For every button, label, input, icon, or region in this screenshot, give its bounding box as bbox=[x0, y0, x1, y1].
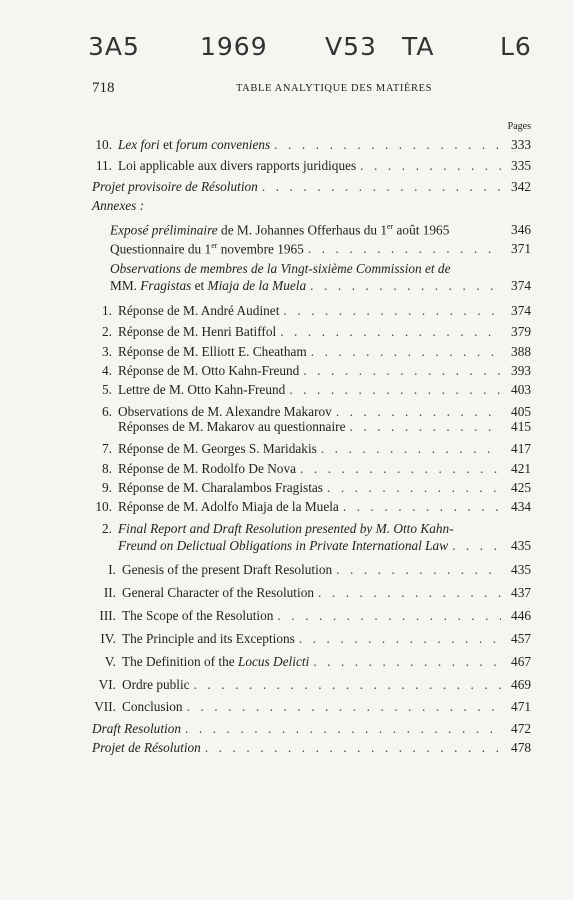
toc-text: 6. bbox=[102, 404, 112, 419]
toc-text: 342 bbox=[511, 179, 531, 194]
toc-text: 437 bbox=[511, 585, 531, 600]
toc-text: VII. bbox=[94, 699, 116, 714]
toc-text: IV. bbox=[100, 631, 116, 646]
handwritten-note: 3A5 bbox=[88, 32, 140, 61]
leader-dots bbox=[205, 739, 501, 756]
toc-text: 434 bbox=[511, 499, 531, 514]
running-head: TABLE ANALYTIQUE DES MATIÈRES bbox=[236, 83, 433, 94]
toc-entry bbox=[88, 561, 531, 578]
leader-dots bbox=[299, 630, 501, 647]
toc-text: 405 bbox=[511, 404, 531, 419]
toc-text: Réponses de M. Makarov au questionnaire bbox=[118, 419, 346, 434]
toc-text: Freund on Delictual Obligations in Private International Law bbox=[118, 538, 449, 553]
toc-entry bbox=[110, 218, 531, 238]
toc-text: Réponse de M. Elliott E. Cheatham bbox=[118, 344, 307, 359]
toc-text: 3. bbox=[102, 344, 112, 359]
toc-entry-line bbox=[110, 260, 531, 277]
leader-dots bbox=[303, 362, 501, 379]
leader-dots bbox=[280, 323, 501, 340]
toc-text: 2. bbox=[102, 324, 112, 339]
toc-text: Final Report and Draft Resolution presented by M. Otto Kahn- bbox=[118, 521, 454, 536]
toc-text: Ordre public bbox=[122, 677, 190, 692]
leader-dots bbox=[336, 561, 501, 578]
toc-text: 393 bbox=[511, 363, 531, 378]
leader-dots bbox=[289, 381, 501, 398]
toc-text: Observations de M. Alexandre Makarov bbox=[118, 404, 332, 419]
toc-entry bbox=[92, 739, 531, 756]
toc-entry bbox=[88, 653, 531, 670]
toc-text: 1. bbox=[102, 303, 112, 318]
toc-text: Réponse de M. André Audinet bbox=[118, 303, 280, 318]
toc-text: Lex fori bbox=[118, 137, 160, 152]
toc-text: V. bbox=[104, 654, 116, 669]
toc-text: 435 bbox=[511, 562, 531, 577]
toc-text: I. bbox=[108, 562, 116, 577]
toc-entry bbox=[92, 343, 531, 360]
toc-text: 388 bbox=[511, 344, 531, 359]
toc-entry bbox=[110, 277, 531, 294]
toc-text: 8. bbox=[102, 461, 112, 476]
toc-entry bbox=[92, 498, 531, 515]
toc-text: 10. bbox=[95, 137, 112, 152]
toc-text: 333 bbox=[511, 137, 531, 152]
toc-text: 10. bbox=[95, 499, 112, 514]
toc-text: Questionnaire du 1 bbox=[110, 241, 212, 257]
toc-text: 472 bbox=[511, 721, 531, 736]
toc-text: 457 bbox=[511, 631, 531, 646]
toc-text: General Character of the Resolution bbox=[122, 585, 314, 600]
annexes-heading bbox=[92, 197, 531, 214]
toc-text: 9. bbox=[102, 480, 112, 495]
leader-dots bbox=[187, 698, 501, 715]
toc-text: Observations de membres de la Vingt-sixième Commission et de bbox=[110, 261, 451, 276]
toc-text: 2. bbox=[102, 521, 112, 536]
toc-text: et bbox=[191, 278, 208, 293]
toc-text: août 1965 bbox=[393, 222, 450, 238]
toc-text: er bbox=[386, 222, 394, 231]
toc-text: MM. bbox=[110, 278, 141, 293]
toc-entry bbox=[88, 676, 531, 693]
toc-text: Réponse de M. Charalambos Fragistas bbox=[118, 480, 323, 495]
toc-text: 446 bbox=[511, 608, 531, 623]
toc-entry bbox=[110, 237, 531, 257]
toc-entry bbox=[88, 698, 531, 715]
toc-text: 371 bbox=[511, 241, 531, 257]
toc-text: forum conveniens bbox=[176, 137, 271, 152]
toc-entry bbox=[92, 460, 531, 477]
toc-entry bbox=[88, 584, 531, 601]
toc-text: 425 bbox=[511, 480, 531, 495]
toc-entry bbox=[92, 479, 531, 496]
toc-text: 346 bbox=[511, 222, 531, 238]
toc-text: 374 bbox=[511, 278, 531, 293]
toc-text: 415 bbox=[511, 419, 531, 434]
toc-entry bbox=[92, 178, 531, 195]
toc-text: er bbox=[211, 241, 218, 250]
handwritten-note: V53 bbox=[325, 32, 377, 61]
toc-entry bbox=[92, 157, 531, 174]
toc-text: 471 bbox=[511, 699, 531, 714]
toc-text: Locus Delicti bbox=[237, 654, 310, 669]
toc-text: Réponse de M. Adolfo Miaja de la Muela bbox=[118, 499, 339, 514]
toc-entry-line bbox=[92, 520, 531, 537]
toc-text: 421 bbox=[511, 461, 531, 476]
toc-text: Réponse de M. Georges S. Maridakis bbox=[118, 441, 317, 456]
toc-entry bbox=[92, 720, 531, 737]
pages-column-header: Pages bbox=[507, 121, 531, 132]
toc-entry bbox=[92, 440, 531, 457]
toc-text: Draft Resolution bbox=[92, 721, 182, 736]
toc-text: VI. bbox=[98, 677, 116, 692]
toc-text: 379 bbox=[511, 324, 531, 339]
toc-text: The Scope of the Resolution bbox=[122, 608, 274, 623]
toc-text: novembre 1965 bbox=[217, 241, 304, 257]
toc-text: The Definition of the bbox=[122, 654, 238, 669]
toc-text: Annexes : bbox=[92, 198, 145, 213]
toc-text: 417 bbox=[511, 441, 531, 456]
leader-dots bbox=[343, 498, 501, 515]
toc-text: 5. bbox=[102, 382, 112, 397]
leader-dots bbox=[360, 157, 501, 174]
toc-entry bbox=[92, 362, 531, 379]
toc-text: 469 bbox=[511, 677, 531, 692]
toc-text: Fragistas bbox=[140, 278, 192, 293]
toc-text: 478 bbox=[511, 740, 531, 755]
leader-dots bbox=[313, 653, 501, 670]
toc-text: Réponse de M. Henri Batiffol bbox=[118, 324, 277, 339]
leader-dots bbox=[185, 720, 501, 737]
leader-dots bbox=[262, 178, 501, 195]
leader-dots bbox=[310, 277, 501, 294]
toc-text: III. bbox=[99, 608, 116, 623]
toc-text: Réponse de M. Otto Kahn-Freund bbox=[118, 363, 300, 378]
toc-text: 7. bbox=[102, 441, 112, 456]
leader-dots bbox=[318, 584, 501, 601]
toc-text: Projet provisoire de Résolution bbox=[92, 179, 258, 194]
toc-text: Miaja de la Muela bbox=[207, 278, 307, 293]
toc-text: Genesis of the present Draft Resolution bbox=[122, 562, 333, 577]
toc-text: 467 bbox=[511, 654, 531, 669]
toc-text: Conclusion bbox=[122, 699, 183, 714]
toc-text: Loi applicable aux divers rapports juridiques bbox=[118, 158, 357, 173]
leader-dots bbox=[321, 440, 501, 457]
handwritten-note: 1969 bbox=[200, 32, 268, 61]
handwritten-note: L6 bbox=[500, 32, 532, 61]
toc-text: 11. bbox=[95, 158, 112, 173]
leader-dots bbox=[349, 418, 501, 435]
handwritten-note: TA bbox=[402, 32, 435, 61]
leader-dots bbox=[327, 479, 501, 496]
leader-dots bbox=[277, 607, 501, 624]
toc-entry bbox=[88, 607, 531, 624]
toc-text: 4. bbox=[102, 363, 112, 378]
toc-text: Exposé préliminaire bbox=[110, 222, 218, 238]
toc-text: 435 bbox=[511, 538, 531, 553]
toc-text: Lettre de M. Otto Kahn-Freund bbox=[118, 382, 286, 397]
leader-dots bbox=[194, 676, 501, 693]
leader-dots bbox=[300, 460, 501, 477]
toc-entry bbox=[88, 630, 531, 647]
toc-entry bbox=[92, 323, 531, 340]
toc-text: Réponse de M. Rodolfo De Nova bbox=[118, 461, 297, 476]
page-number: 718 bbox=[92, 80, 115, 96]
toc-entry bbox=[118, 418, 531, 435]
leader-dots bbox=[452, 537, 501, 554]
toc-text: II. bbox=[103, 585, 116, 600]
toc-entry bbox=[118, 537, 531, 554]
toc-text: The Principle and its Exceptions bbox=[122, 631, 295, 646]
toc-entry bbox=[92, 136, 531, 153]
toc-text: 374 bbox=[511, 303, 531, 318]
toc-text: 335 bbox=[511, 158, 531, 173]
leader-dots bbox=[311, 343, 501, 360]
leader-dots bbox=[283, 302, 501, 319]
toc-text: Projet de Résolution bbox=[92, 740, 201, 755]
toc-entry bbox=[92, 381, 531, 398]
toc-text: 403 bbox=[511, 382, 531, 397]
toc-text: et bbox=[159, 137, 176, 152]
leader-dots bbox=[274, 136, 501, 153]
leader-dots bbox=[308, 240, 501, 257]
toc-text: de M. Johannes Offerhaus du 1 bbox=[217, 222, 387, 238]
toc-entry bbox=[92, 302, 531, 319]
